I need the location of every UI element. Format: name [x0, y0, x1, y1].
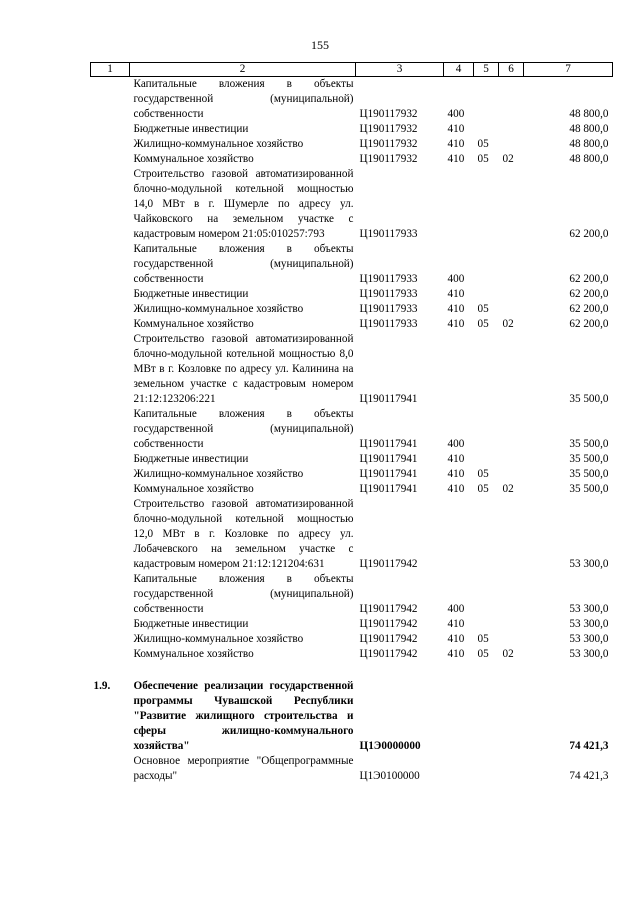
- table-row: [91, 617, 613, 632]
- row-number: 1.9.: [93, 680, 111, 692]
- header-cell: 4: [444, 63, 474, 77]
- row-section: 05: [477, 468, 489, 480]
- row-expense-type: 410: [447, 288, 465, 300]
- row-number: [91, 302, 130, 317]
- row-subsection: [499, 77, 524, 123]
- row-amount: 62 200,0: [569, 228, 609, 240]
- row-expense-type: 410: [447, 318, 465, 330]
- table-row: [91, 754, 613, 784]
- row-number: [91, 482, 130, 497]
- row-amount: 35 500,0: [569, 453, 609, 465]
- row-section: 05: [477, 633, 489, 645]
- row-subsection: [499, 452, 524, 467]
- row-expense-type: 400: [447, 273, 465, 285]
- row-name: Коммунальное хозяйство: [133, 648, 254, 660]
- header-cell: 3: [356, 63, 444, 77]
- row-amount: 35 500,0: [569, 438, 609, 450]
- row-code: Ц190117933: [359, 303, 418, 315]
- row-name: Строительство газовой автоматизированной блочно-модульной котельной мощностью 14,0 МВт в г. Шумерле по адресу ул. Чайковского на земельном участке с кадастровым номером 21:05:010257:793: [133, 168, 354, 240]
- table-row: [91, 662, 613, 679]
- row-code: Ц190117942: [359, 558, 418, 570]
- table-row: [91, 452, 613, 467]
- row-name: Коммунальное хозяйство: [133, 318, 254, 330]
- row-number: [91, 137, 130, 152]
- row-expense-type: 410: [447, 468, 465, 480]
- row-code: Ц190117941: [359, 438, 418, 450]
- row-code: Ц190117942: [359, 618, 418, 630]
- header-cell: 2: [130, 63, 356, 77]
- row-name: Капитальные вложения в объекты государственной (муниципальной) собственности: [133, 573, 354, 615]
- row-number: [91, 407, 130, 452]
- row-expense-type: 410: [447, 483, 465, 495]
- row-code: Ц190117941: [359, 393, 418, 405]
- row-number: [91, 452, 130, 467]
- row-expense-type: [444, 332, 474, 407]
- row-number: [91, 754, 130, 784]
- page-number: 155: [311, 38, 329, 52]
- table-row: [91, 497, 613, 572]
- row-code: Ц1Э0100000: [359, 770, 420, 782]
- row-subsection: [499, 122, 524, 137]
- row-name: Коммунальное хозяйство: [133, 483, 254, 495]
- table-row: [91, 482, 613, 497]
- row-section: 05: [477, 318, 489, 330]
- table-row: [91, 572, 613, 617]
- row-expense-type: [444, 167, 474, 242]
- row-expense-type: 410: [447, 303, 465, 315]
- row-section: [474, 754, 499, 784]
- row-subsection: [499, 572, 524, 617]
- row-expense-type: 410: [447, 453, 465, 465]
- row-code: Ц190117933: [359, 228, 418, 240]
- row-section: 05: [477, 483, 489, 495]
- row-number: [91, 617, 130, 632]
- header-cell: 7: [524, 63, 613, 77]
- row-code: Ц190117932: [359, 138, 418, 150]
- table-row: [91, 407, 613, 452]
- row-section: [474, 122, 499, 137]
- row-code: Ц190117941: [359, 483, 418, 495]
- row-amount: 35 500,0: [569, 468, 609, 480]
- row-amount: 62 200,0: [569, 318, 609, 330]
- row-name: Жилищно-коммунальное хозяйство: [133, 303, 304, 315]
- row-amount: 48 800,0: [569, 123, 609, 135]
- row-expense-type: 410: [447, 138, 465, 150]
- row-expense-type: 400: [447, 108, 465, 120]
- row-section: [474, 572, 499, 617]
- row-subsection: [499, 679, 524, 754]
- row-subsection: [499, 497, 524, 572]
- row-section: [474, 167, 499, 242]
- row-expense-type: 410: [447, 648, 465, 660]
- row-subsection: 02: [502, 648, 514, 660]
- table-row: [91, 647, 613, 662]
- row-amount: 74 421,3: [569, 770, 609, 782]
- row-code: Ц190117933: [359, 318, 418, 330]
- row-expense-type: 410: [447, 123, 465, 135]
- row-name: Основное мероприятие "Общепрограммные расходы": [133, 755, 354, 782]
- row-amount: 53 300,0: [569, 633, 609, 645]
- row-amount: 53 300,0: [569, 603, 609, 615]
- row-subsection: [499, 407, 524, 452]
- row-subsection: [499, 617, 524, 632]
- row-amount: 35 500,0: [569, 393, 609, 405]
- row-section: 05: [477, 648, 489, 660]
- row-expense-type: 400: [447, 603, 465, 615]
- row-code: Ц190117933: [359, 273, 418, 285]
- row-number: [91, 632, 130, 647]
- row-number: [91, 497, 130, 572]
- row-code: Ц190117942: [359, 633, 418, 645]
- row-section: [474, 332, 499, 407]
- row-name: Капитальные вложения в объекты государственной (муниципальной) собственности: [133, 78, 354, 120]
- row-code: Ц190117932: [359, 153, 418, 165]
- row-amount: 62 200,0: [569, 288, 609, 300]
- row-expense-type: 410: [447, 633, 465, 645]
- table-row: [91, 317, 613, 332]
- row-name: Жилищно-коммунальное хозяйство: [133, 468, 304, 480]
- row-subsection: [499, 632, 524, 647]
- row-amount: 62 200,0: [569, 273, 609, 285]
- row-subsection: [499, 302, 524, 317]
- row-section: [474, 407, 499, 452]
- row-amount: 48 800,0: [569, 138, 609, 150]
- row-name: Строительство газовой автоматизированной блочно-модульной котельной мощностью 12,0 МВт в г. Козловке по адресу ул. Лобачевского на земельном участке с кадастровым номером 21:12:121204:631: [133, 498, 354, 570]
- table-row: [91, 77, 613, 123]
- row-expense-type: 410: [447, 153, 465, 165]
- row-amount: 48 800,0: [569, 108, 609, 120]
- row-name: Бюджетные инвестиции: [133, 123, 249, 135]
- row-amount: 62 200,0: [569, 303, 609, 315]
- row-amount: 48 800,0: [569, 153, 609, 165]
- row-subsection: [499, 467, 524, 482]
- row-amount: 53 300,0: [569, 648, 609, 660]
- row-number: [91, 317, 130, 332]
- header-cell: 5: [474, 63, 499, 77]
- row-amount: 35 500,0: [569, 483, 609, 495]
- row-subsection: 02: [502, 318, 514, 330]
- row-number: [91, 287, 130, 302]
- table-row: [91, 167, 613, 242]
- row-amount: 53 300,0: [569, 558, 609, 570]
- row-name: Жилищно-коммунальное хозяйство: [133, 138, 304, 150]
- row-section: [474, 617, 499, 632]
- row-section: [474, 452, 499, 467]
- table-header-row: [91, 63, 613, 77]
- header-cell: 6: [499, 63, 524, 77]
- row-subsection: [499, 242, 524, 287]
- row-subsection: 02: [502, 153, 514, 165]
- row-number: [91, 572, 130, 617]
- row-section: [474, 242, 499, 287]
- table-row: [91, 152, 613, 167]
- header-cell: 1: [91, 63, 130, 77]
- table-row: [91, 632, 613, 647]
- row-number: [91, 467, 130, 482]
- row-amount: 74 421,3: [569, 740, 609, 752]
- table-row: [91, 467, 613, 482]
- row-code: Ц1Э0000000: [359, 740, 421, 752]
- row-name: Обеспечение реализации государственной программы Чувашской Республики "Развитие жилищного строительства и сферы жилищно-коммунального хозяйства": [133, 680, 354, 752]
- row-subsection: [499, 167, 524, 242]
- row-code: Ц190117941: [359, 453, 418, 465]
- row-subsection: 02: [502, 483, 514, 495]
- row-name: Строительство газовой автоматизированной блочно-модульной котельной мощностью 8,0 МВт в г. Козловке по адресу ул. Калинина на земельном участке с кадастровым номером 21:12:123206:221: [133, 333, 354, 405]
- table-row: [91, 137, 613, 152]
- table-row: [91, 242, 613, 287]
- table-body: [91, 77, 613, 785]
- row-section: [474, 497, 499, 572]
- row-name: Капитальные вложения в объекты государственной (муниципальной) собственности: [133, 408, 354, 450]
- row-subsection: [499, 332, 524, 407]
- row-section: [474, 77, 499, 123]
- row-section: 05: [477, 303, 489, 315]
- row-subsection: [499, 754, 524, 784]
- row-name: Бюджетные инвестиции: [133, 453, 249, 465]
- row-code: Ц190117932: [359, 108, 418, 120]
- row-number: [91, 77, 130, 123]
- row-section: 05: [477, 138, 489, 150]
- row-amount: 53 300,0: [569, 618, 609, 630]
- row-expense-type: [444, 679, 474, 754]
- row-number: [91, 122, 130, 137]
- row-number: [91, 647, 130, 662]
- row-section: [474, 287, 499, 302]
- row-expense-type: [444, 497, 474, 572]
- row-code: Ц190117932: [359, 123, 418, 135]
- row-expense-type: 410: [447, 618, 465, 630]
- row-number: [91, 167, 130, 242]
- row-spacer: [91, 662, 613, 679]
- row-code: Ц190117933: [359, 288, 418, 300]
- row-number: [91, 332, 130, 407]
- row-number: [91, 242, 130, 287]
- row-number: [91, 152, 130, 167]
- table-row: [91, 679, 613, 754]
- row-expense-type: [444, 754, 474, 784]
- row-name: Бюджетные инвестиции: [133, 288, 249, 300]
- row-code: Ц190117941: [359, 468, 418, 480]
- row-section: 05: [477, 153, 489, 165]
- row-expense-type: 400: [447, 438, 465, 450]
- table-row: [91, 332, 613, 407]
- row-name: Жилищно-коммунальное хозяйство: [133, 633, 304, 645]
- table-row: [91, 287, 613, 302]
- table-row: [91, 302, 613, 317]
- row-code: Ц190117942: [359, 648, 418, 660]
- row-subsection: [499, 287, 524, 302]
- row-name: Коммунальное хозяйство: [133, 153, 254, 165]
- row-section: [474, 679, 499, 754]
- row-code: Ц190117942: [359, 603, 418, 615]
- budget-table: [90, 62, 613, 784]
- row-subsection: [499, 137, 524, 152]
- row-name: Бюджетные инвестиции: [133, 618, 249, 630]
- table-row: [91, 122, 613, 137]
- row-name: Капитальные вложения в объекты государственной (муниципальной) собственности: [133, 243, 354, 285]
